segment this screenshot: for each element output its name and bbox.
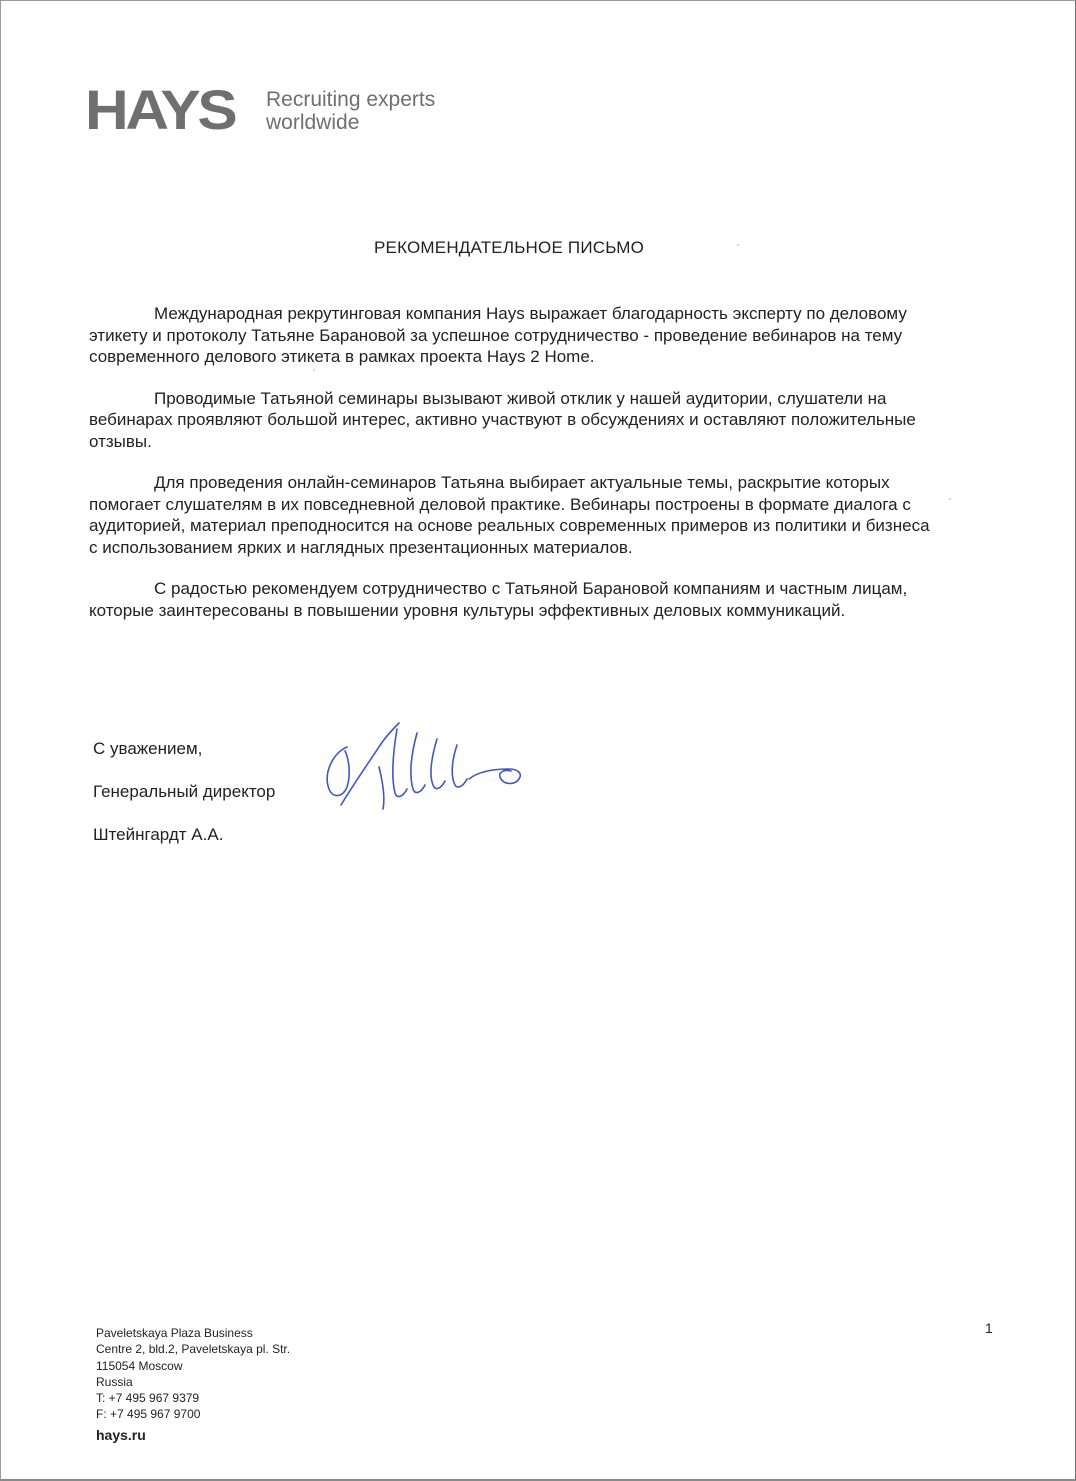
footer-address	[96, 1325, 290, 1445]
footer-address-line2: Centre 2, bld.2, Paveletskaya pl. Str.	[96, 1342, 291, 1357]
page-number: 1	[985, 1320, 993, 1336]
letter-title: РЕКОМЕНДАТЕЛЬНОЕ ПИСЬМО	[374, 238, 644, 257]
scan-speck	[737, 244, 739, 246]
signer-name: Штейнгардт А.А.	[93, 825, 224, 844]
footer-address-line3: 115054 Moscow	[96, 1358, 183, 1373]
logo-tagline-line1: Recruiting experts	[266, 88, 436, 111]
letter-closing	[93, 738, 275, 867]
paragraph-2: Проводимые Татьяной семинары вызывают живой отклик у нашей аудитории, слушатели на вебинарах проявляют большой интерес, активно участвуют в обсуждениях и оставляют положительные отзывы.	[89, 388, 916, 451]
footer-fax: F: +7 495 967 9700	[96, 1407, 201, 1422]
handwritten-signature	[319, 713, 539, 823]
closing-salutation: С уважением,	[93, 739, 203, 758]
paragraph-1: Международная рекрутинговая компания Hays выражает благодарность эксперту по деловому этикету и протоколу Татьяне Барановой за успешное сотрудничество - проведение вебинаров на тему современного делового этикета в рамках проекта Hays 2 Home.	[89, 304, 907, 366]
letter-body	[89, 303, 939, 641]
logo-wordmark: HAYS	[85, 78, 235, 141]
logo-tagline	[266, 88, 466, 134]
signer-title: Генеральный директор	[93, 782, 276, 801]
paragraph-3: Для проведения онлайн-семинаров Татьяна выбирает актуальные темы, раскрытие которых помогает слушателям в их повседневной деловой практике. Вебинары построены в формате диалога с аудиторией, материал преподносится на основе реальных современных примеров из политики и бизнеса с использованием ярких и наглядных презентационных материалов.	[89, 473, 930, 557]
footer-address-line4: Russia	[96, 1374, 133, 1389]
footer-website: hays.ru	[96, 1426, 146, 1443]
paragraph-4: С радостью рекомендуем сотрудничество с Татьяной Барановой компаниям и частным лицам, которые заинтересованы в повышении уровня культуры эффективных деловых коммуникаций.	[89, 579, 908, 620]
footer-phone: T: +7 495 967 9379	[96, 1391, 200, 1406]
logo-tagline-line2: worldwide	[266, 111, 360, 134]
scan-speck	[313, 369, 315, 371]
scan-speck	[949, 498, 951, 500]
footer-address-line1: Paveletskaya Plaza Business	[96, 1326, 253, 1340]
